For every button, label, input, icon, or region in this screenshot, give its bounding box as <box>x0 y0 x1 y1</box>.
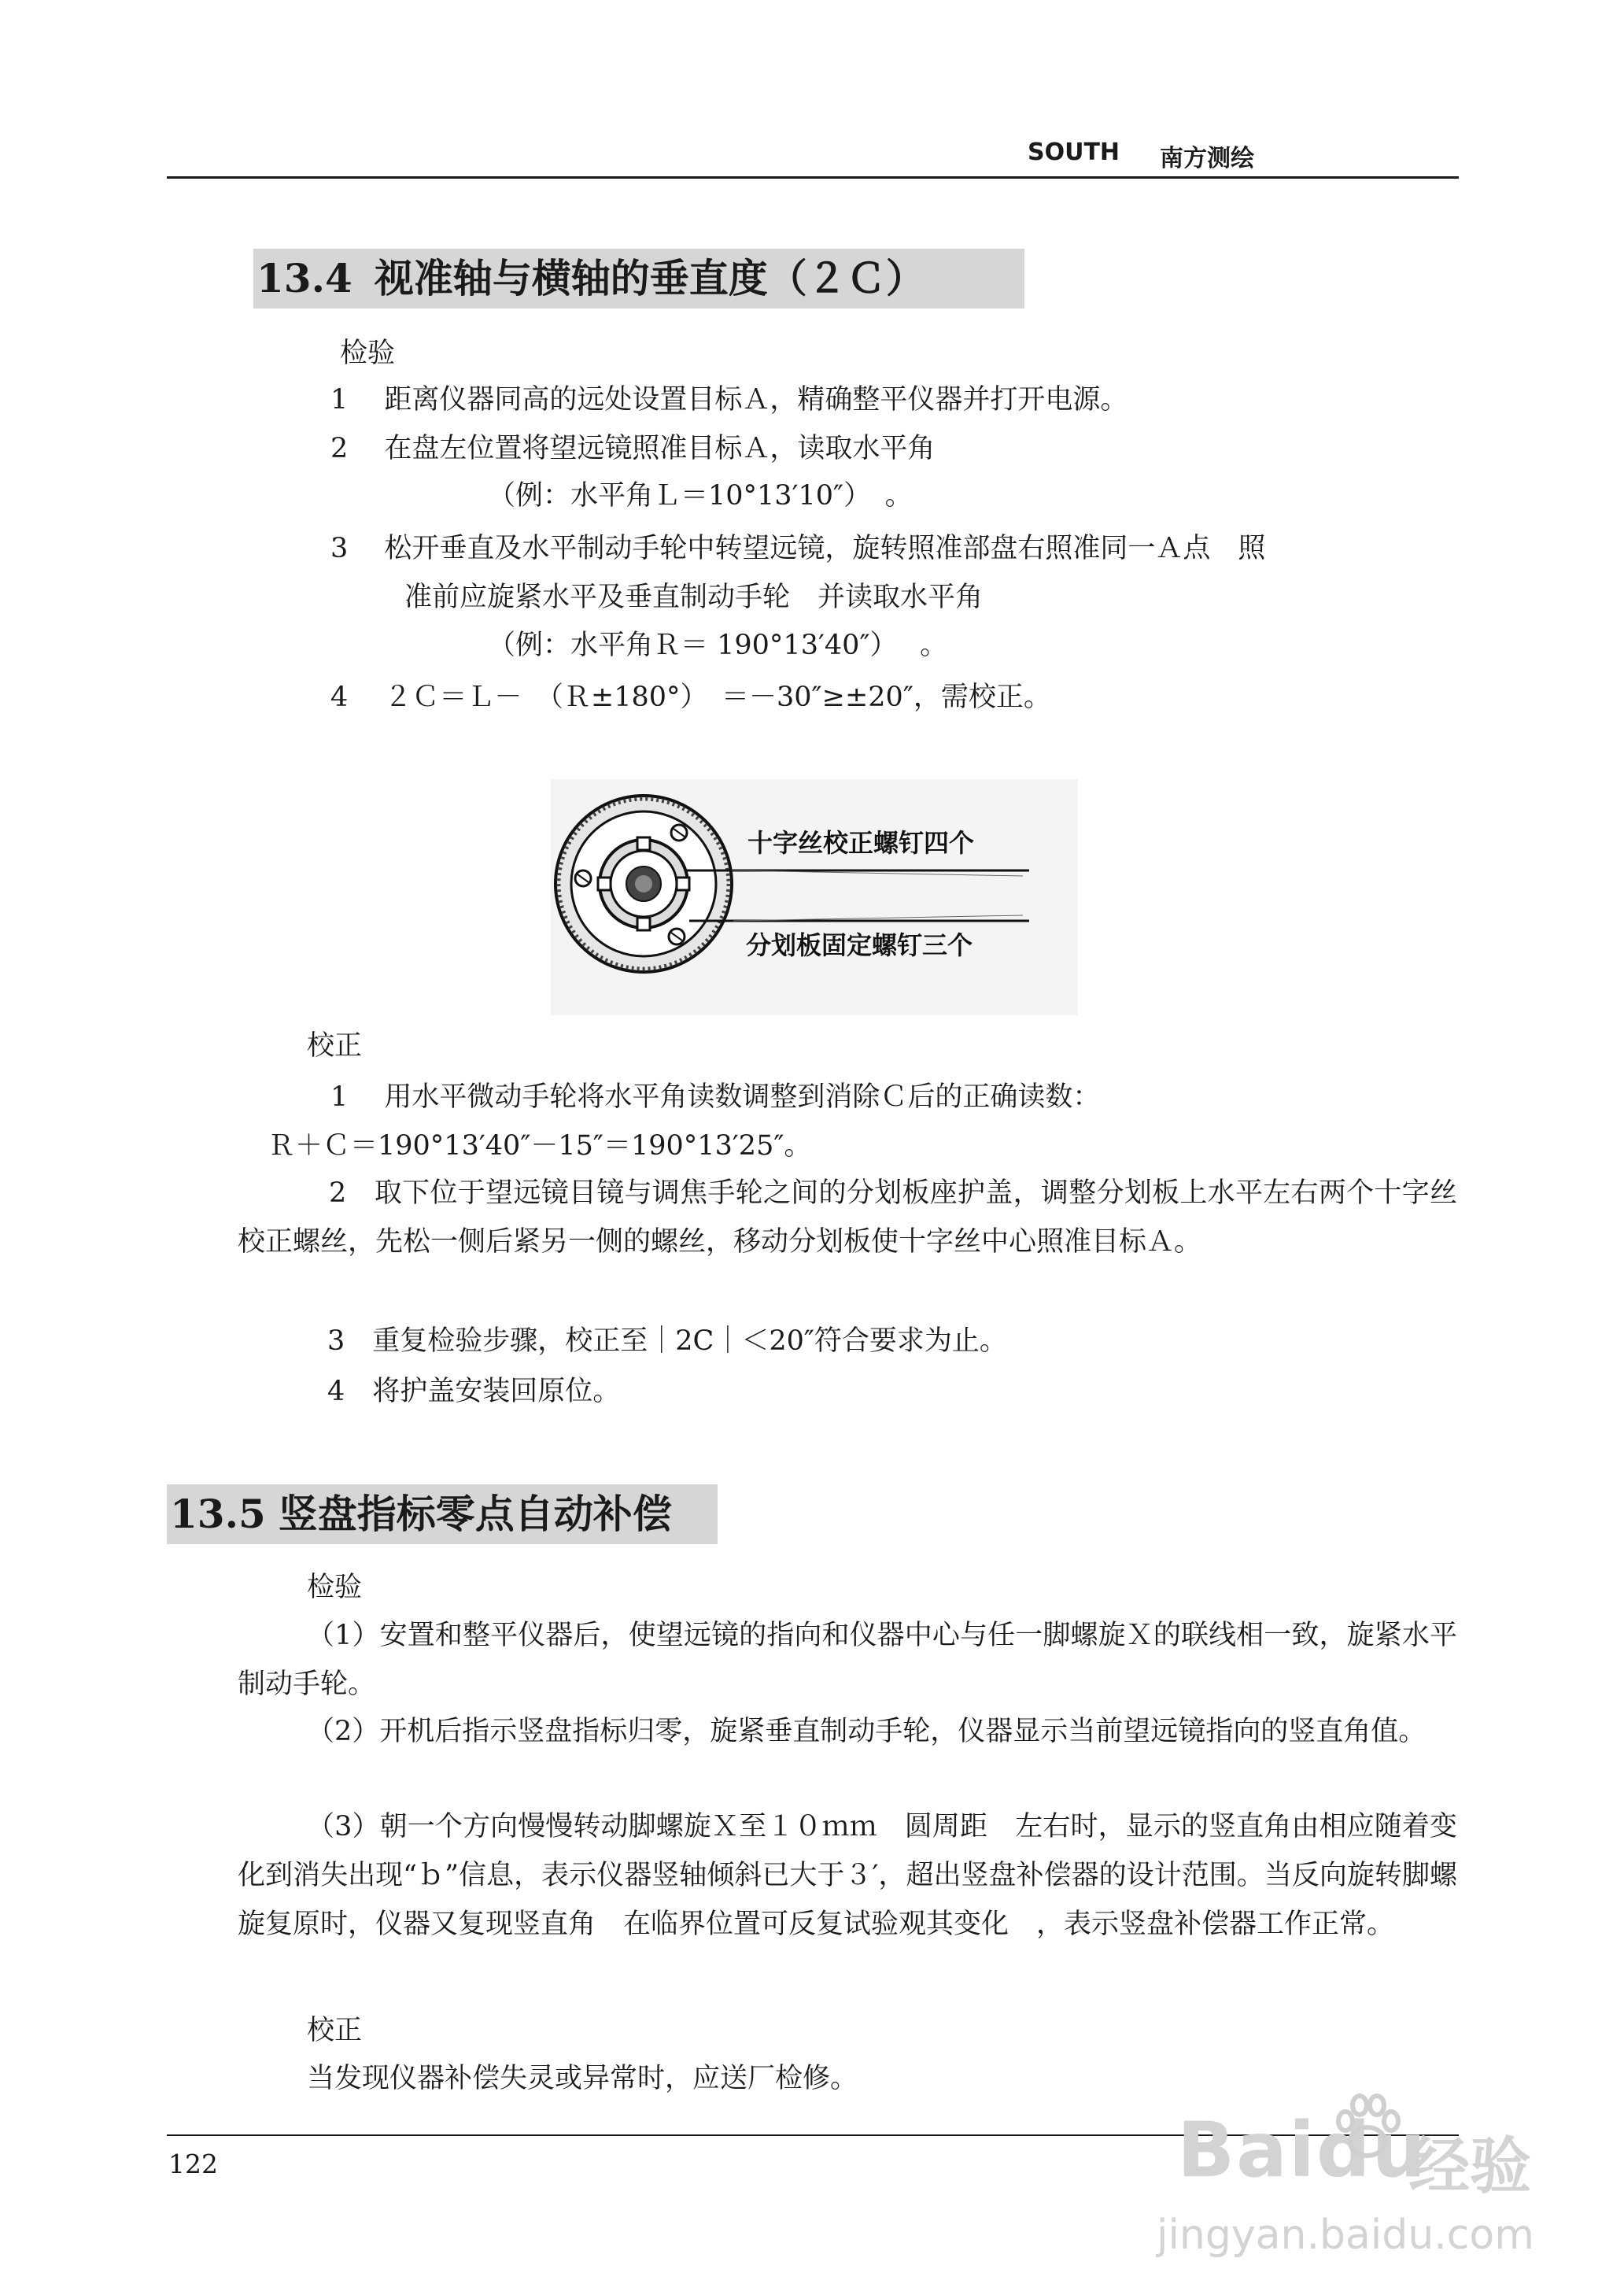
step-line: 3 松开垂直及水平制动手轮中转望远镜，旋转照准部盘右照准同一Ａ点 照 <box>330 533 1266 564</box>
section-title: 视准轴与横轴的垂直度（２Ｃ） <box>374 256 925 301</box>
page-number: 122 <box>168 2149 218 2179</box>
adjust-line: 1 用水平微动手轮将水平角读数调整到消除Ｃ后的正确读数： <box>330 1081 1101 1113</box>
header-rule <box>167 176 1459 179</box>
step-example: （例：水平角Ｒ＝ 190°13′40″） 。 <box>488 630 948 661</box>
step-line: 准前应旋紧水平及垂直制动手轮 并读取水平角 <box>404 582 984 613</box>
section-heading-13-5 <box>167 1484 718 1544</box>
step-example: （例：水平角Ｌ＝10°13′10″） 。 <box>488 480 913 512</box>
reticle-figure <box>551 779 1078 1015</box>
adjust-line: 当发现仪器补偿失灵或异常时，应送厂检修。 <box>307 2063 858 2094</box>
step-line: 4 ２Ｃ＝Ｌ－ （Ｒ±180°） ＝－30″≥±20″，需校正。 <box>330 682 1051 713</box>
check-paragraph: （3）朝一个方向慢慢转动脚螺旋Ｘ至１０ｍｍ 圆周距 左右时，显示的竖直角由相应随着变化到消失出现“ｂ”信息，表示仪器竖轴倾斜已大于３′，超出竖盘补偿器的设计范围。当反向旋转脚螺旋复原时，仪器又复现竖直角 在临界位置可反复试验观其变化 ，表示竖盘补偿器工作正常。 <box>238 1811 1457 1940</box>
watermark-url: jingyan.baidu.com <box>1157 2212 1534 2259</box>
check-label: 检验 <box>307 1572 363 1603</box>
step-line: 2 在盘左位置将望远镜照准目标Ａ，读取水平角 <box>330 433 936 464</box>
adjust-line: 3 重复检验步骤，校正至｜2C｜＜20″符合要求为止。 <box>327 1325 1007 1357</box>
adjust-label: 校正 <box>307 1030 363 1062</box>
adjust-label: 校正 <box>307 2015 363 2046</box>
figure-label-top: 十字丝校正螺钉四个 <box>747 828 975 858</box>
header-brand-cn: 南方测绘 <box>1160 145 1254 172</box>
adjust-paragraph: 2 取下位于望远镜目镜与调焦手轮之间的分划板座护盖，调整分划板上水平左右两个十字丝校正螺丝，先松一侧后紧另一侧的螺丝，移动分划板使十字丝中心照准目标Ａ。 <box>238 1177 1457 1258</box>
figure-label-bottom: 分划板固定螺钉三个 <box>746 930 973 960</box>
reticle-diagram <box>551 779 1078 1015</box>
step-line: 1 距离仪器同高的远处设置目标Ａ，精确整平仪器并打开电源。 <box>330 384 1128 416</box>
header-brand-en: SOUTH <box>1028 139 1120 166</box>
section-heading-13-4 <box>253 249 1024 309</box>
check-label: 检验 <box>340 338 396 369</box>
section-number: 13.4 <box>257 255 352 301</box>
paw-icon <box>1328 2090 1407 2168</box>
section-number: 13.5 <box>170 1491 266 1537</box>
check-paragraph: （1）安置和整平仪器后，使望远镜的指向和仪器中心与任一脚螺旋Ｘ的联线相一致，旋紧水平制动手轮。 <box>238 1620 1457 1700</box>
check-paragraph: （2）开机后指示竖盘指标归零，旋紧垂直制动手轮，仪器显示当前望远镜指向的竖直角值。 <box>307 1716 1427 1747</box>
section-title: 竖盘指标零点自动补偿 <box>278 1491 672 1537</box>
watermark-brand-cn: 经验 <box>1408 2131 1532 2202</box>
adjust-line: 4 将护盖安装回原位。 <box>327 1376 621 1407</box>
watermark-brand: Baidu <box>1177 2106 1427 2194</box>
adjust-formula: Ｒ＋Ｃ＝190°13′40″－15″＝190°13′25″。 <box>268 1130 812 1162</box>
